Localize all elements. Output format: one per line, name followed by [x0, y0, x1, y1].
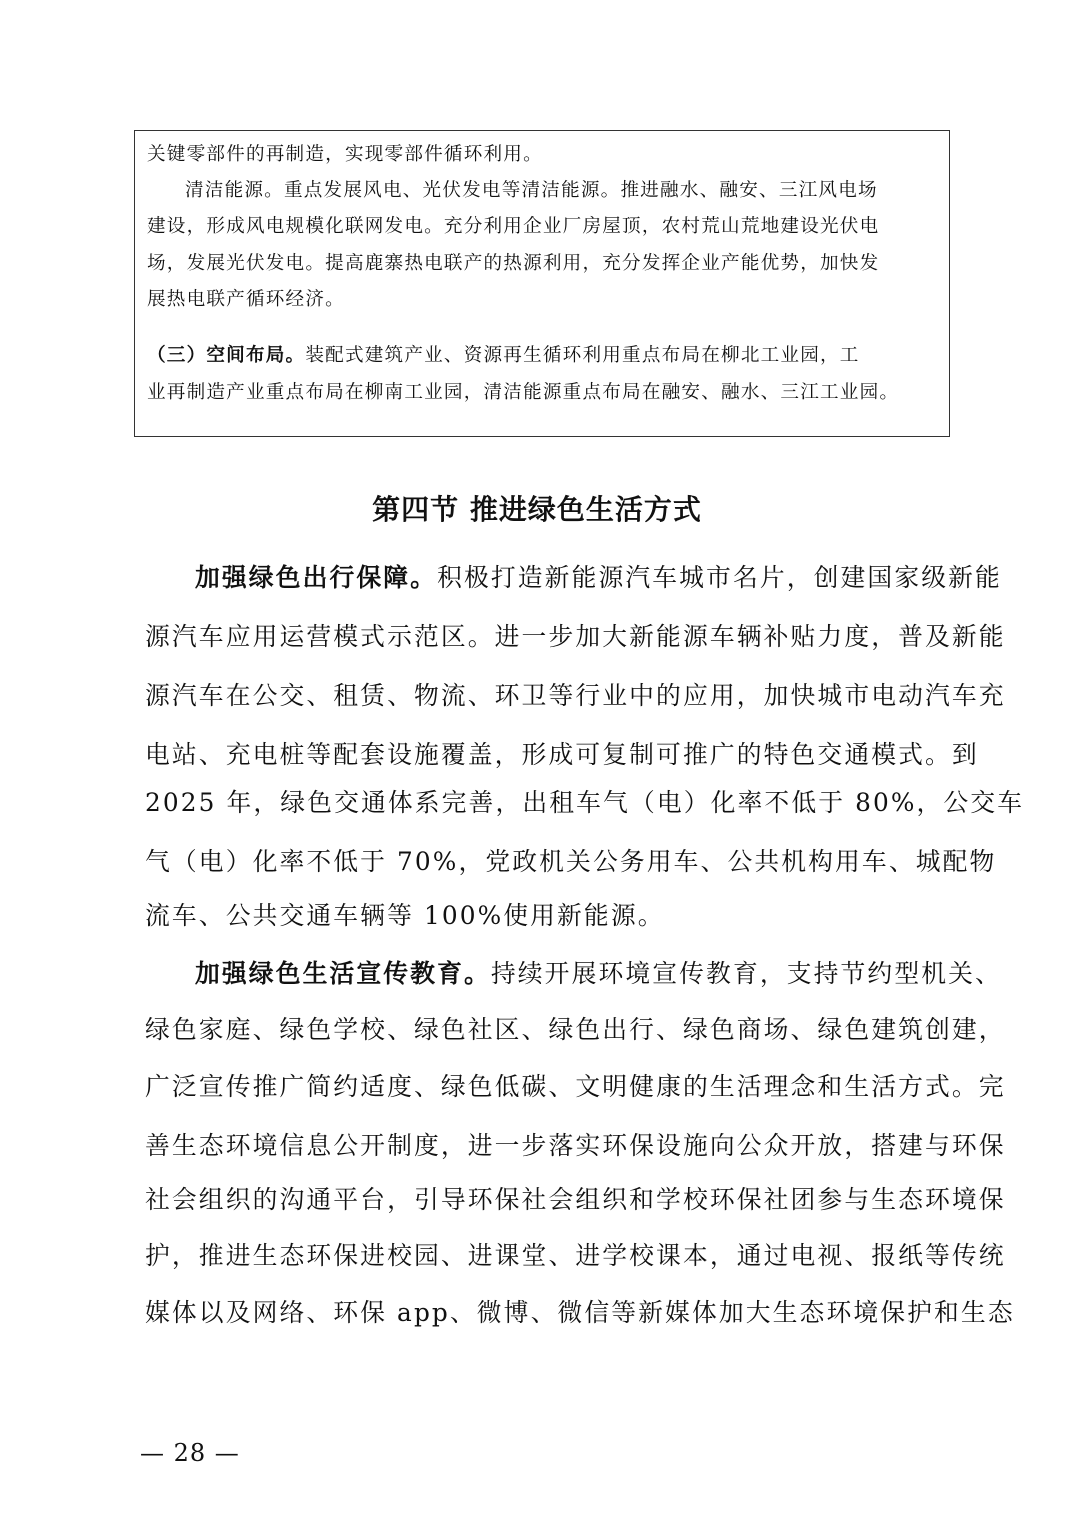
paragraph-text: 持续开展环境宣传教育，支持节约型机关、 [490, 959, 1002, 988]
paragraph-line [195, 560, 1002, 596]
box-line: 建设，形成风电规模化联网发电。充分利用企业厂房屋顶，农村荒山荒地建设光伏电 [147, 216, 880, 237]
boxed-text-section [134, 130, 950, 437]
box-line: 业再制造产业重点布局在柳南工业园，清洁能源重点布局在融安、融水、三江工业园。 [147, 382, 900, 403]
box-line: 展热电联产循环经济。 [147, 289, 345, 310]
box-line: 清洁能源。重点发展风电、光伏发电等清洁能源。推进融水、融安、三江风电场 [185, 180, 878, 201]
paragraph-line: 2025 年，绿色交通体系完善，出租车气（电）化率不低于 80%，公交车 [145, 788, 1025, 817]
paragraph-line: 社会组织的沟通平台，引导环保社会组织和学校环保社团参与生态环境保 [145, 1185, 1006, 1214]
section-heading: 第四节 推进绿色生活方式 [372, 493, 702, 526]
paragraph-line: 绿色家庭、绿色学校、绿色社区、绿色出行、绿色商场、绿色建筑创建， [145, 1015, 1006, 1044]
paragraph-line: 广泛宣传推广简约适度、绿色低碳、文明健康的生活理念和生活方式。完 [145, 1072, 1006, 1101]
paragraph-line: 气（电）化率不低于 70%，党政机关公务用车、公共机构用车、城配物 [145, 847, 997, 876]
box-line [147, 344, 860, 368]
paragraph-lead: 加强绿色出行保障。 [195, 563, 438, 592]
paragraph-line: 护，推进生态环保进校园、进课堂、进学校课本，通过电视、报纸等传统 [145, 1241, 1006, 1270]
box-subheading: （三）空间布局。 [147, 345, 306, 366]
paragraph-line [195, 956, 1002, 992]
paragraph-text: 积极打造新能源汽车城市名片，创建国家级新能 [437, 563, 1002, 592]
paragraph-line: 源汽车应用运营模式示范区。进一步加大新能源车辆补贴力度，普及新能 [145, 622, 1006, 651]
page-number: — 28 — [140, 1439, 240, 1467]
paragraph-line: 善生态环境信息公开制度，进一步落实环保设施向公众开放，搭建与环保 [145, 1131, 1006, 1160]
paragraph-line: 流车、公共交通车辆等 100%使用新能源。 [145, 901, 665, 930]
box-line: 场，发展光伏发电。提高鹿寨热电联产的热源利用，充分发挥企业产能优势，加快发 [147, 253, 880, 274]
paragraph-line: 电站、充电桩等配套设施覆盖，形成可复制可推广的特色交通模式。到 [145, 740, 979, 769]
paragraph-line: 源汽车在公交、租赁、物流、环卫等行业中的应用，加快城市电动汽车充 [145, 681, 1006, 710]
box-line: 关键零部件的再制造，实现零部件循环利用。 [147, 144, 543, 165]
box-line-text: 装配式建筑产业、资源再生循环利用重点布局在柳北工业园，工 [305, 345, 860, 366]
paragraph-line: 媒体以及网络、环保 app、微博、微信等新媒体加大生态环境保护和生态 [145, 1298, 1015, 1327]
paragraph-lead: 加强绿色生活宣传教育。 [195, 959, 491, 988]
